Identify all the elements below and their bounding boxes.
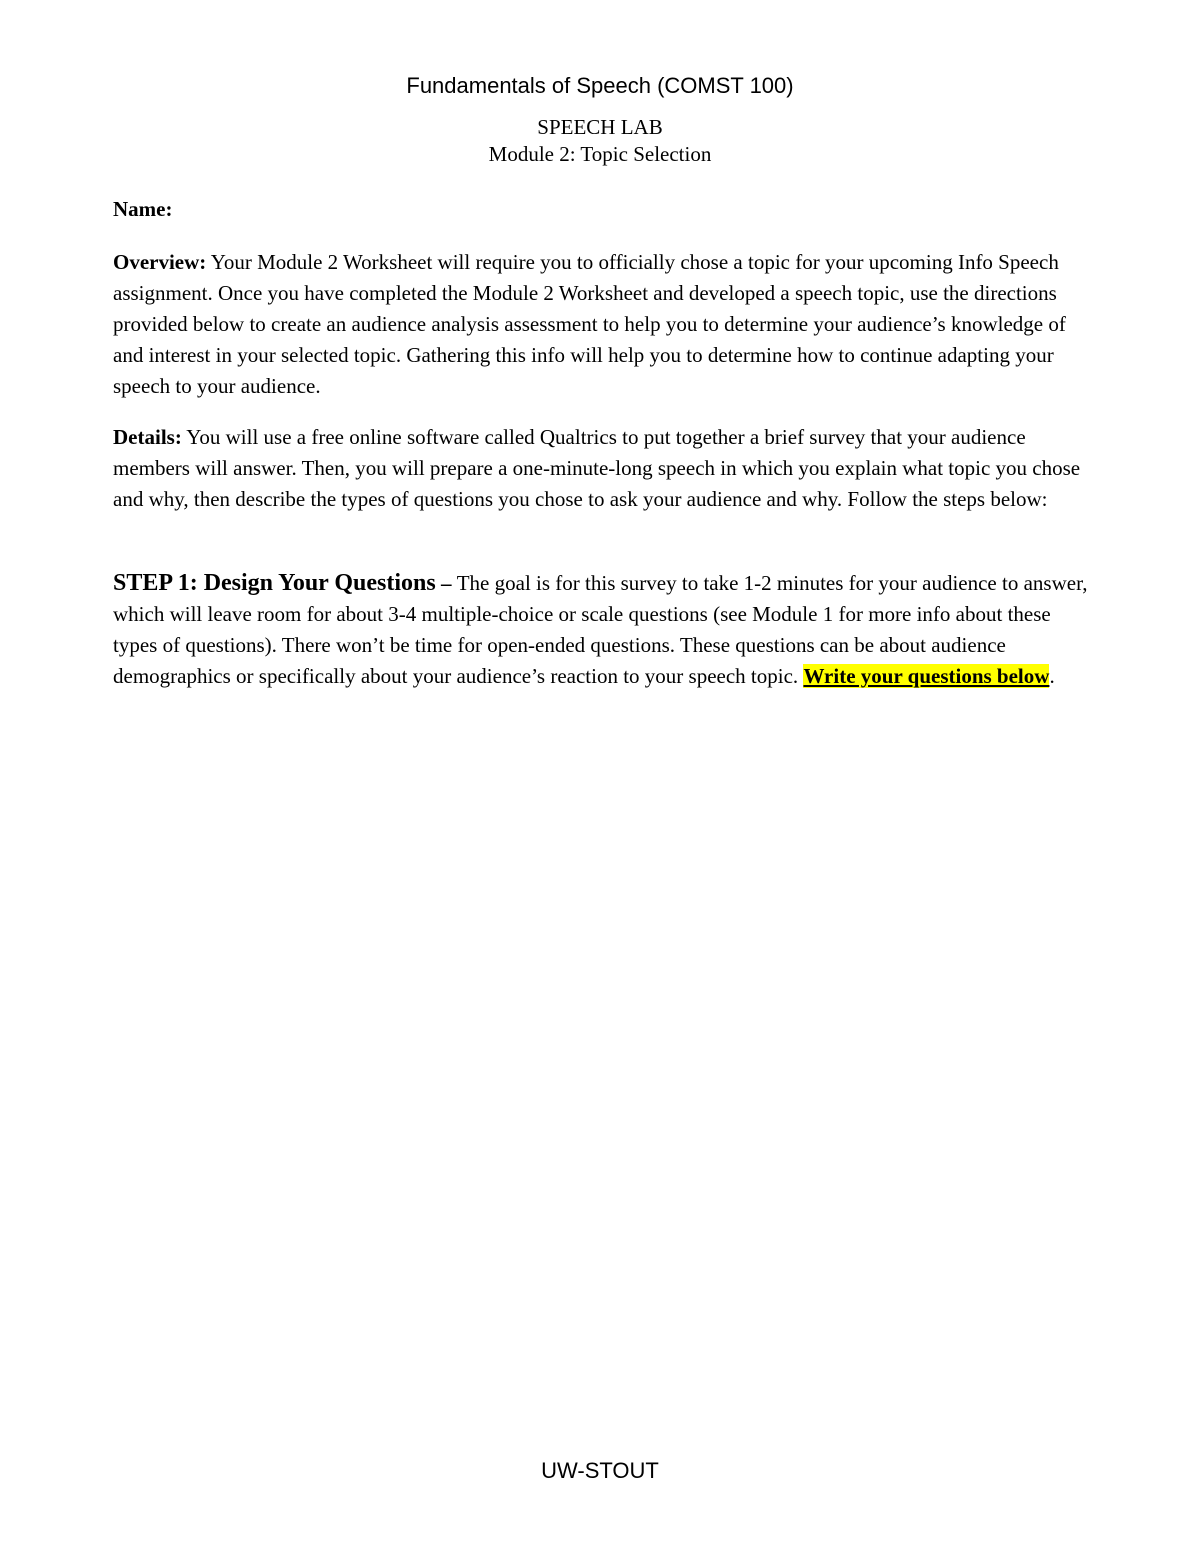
name-field xyxy=(113,194,1093,225)
lab-title: SPEECH LAB xyxy=(537,115,663,139)
overview-text: Your Module 2 Worksheet will require you to officially chose a topic for your upcoming Info Speech assignment. Once you have completed the Module 2 Worksheet and developed a speech topic, use the directions provided below to create an audience analysis assessment to help you to determine your audience’s knowledge of and interest in your selected topic. Gathering this info will help you to determine how to continue adapting your speech to your audience. xyxy=(113,250,1066,398)
footer-institution: UW-STOUT xyxy=(541,1458,659,1483)
details-label: Details: xyxy=(113,425,182,449)
overview-paragraph xyxy=(113,247,1093,402)
step1-heading: STEP 1: Design Your Questions xyxy=(113,570,436,596)
step1-paragraph xyxy=(113,568,1093,692)
course-title: Fundamentals of Speech (COMST 100) xyxy=(406,73,794,98)
details-text: You will use a free online software called Qualtrics to put together a brief survey that your audience members will answer. Then, you will prepare a one-minute-long speech in which you explain what topic you chose and why, then describe the types of questions you chose to ask your audience and why. Follow the steps below: xyxy=(113,425,1081,511)
step1-highlight-instruction: Write your questions below xyxy=(803,664,1050,688)
name-label: Name: xyxy=(113,197,173,221)
step1-dash: – xyxy=(435,571,457,595)
module-title: Module 2: Topic Selection xyxy=(488,142,712,166)
step1-text: The goal is for this survey to take 1-2 minutes for your audience to answer, which will leave room for about 3-4 multiple-choice or scale questions (see Module 1 for more info about these types of questions). There won’t be time for open-ended questions. These questions can be about audience demographics or specifically about your audience’s reaction to your speech topic. xyxy=(113,571,1088,688)
details-paragraph xyxy=(113,422,1093,515)
overview-label: Overview: xyxy=(113,250,207,274)
step1-end: . xyxy=(1049,664,1055,688)
lab-heading xyxy=(0,114,1200,168)
